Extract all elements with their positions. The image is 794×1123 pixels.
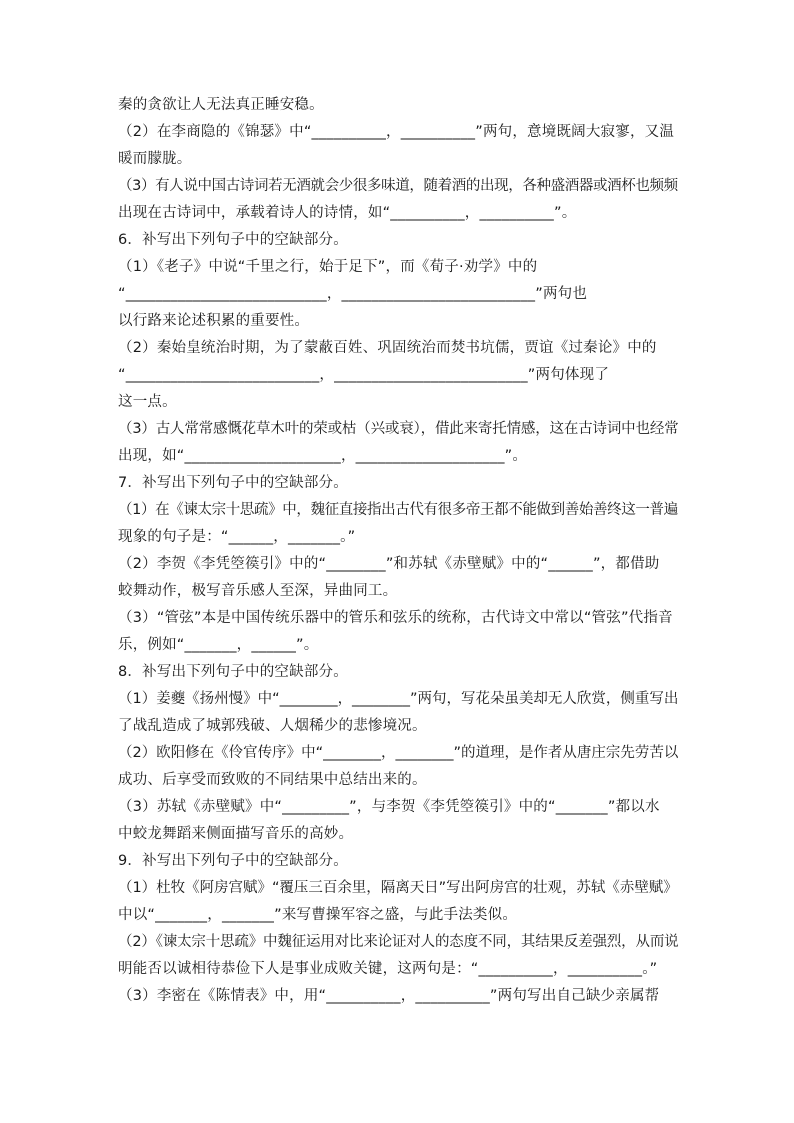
text-line: 中蛟龙舞蹈来侧面描写音乐的高妙。: [118, 826, 354, 842]
text-line: 出现在古诗词中，承载着诗人的诗情，如“__________，__________”。: [118, 205, 577, 221]
text-line: （2）秦始皇统治时期，为了蒙蔽百姓、巩固统治而焚书坑儒，贾谊《过秦论》中的: [118, 340, 657, 356]
text-line: 了战乱造成了城郭残破、人烟稀少的悲惨境况。: [118, 718, 427, 734]
text-line: （2）在李商隐的《锦瑟》中“__________，__________”两句，意境既阔大寂寥，又温: [118, 124, 675, 140]
text-line: 暖而朦胧。: [118, 151, 192, 167]
question-heading: 7．补写出下列句子中的空缺部分。: [118, 475, 348, 491]
text-line: （2）《谏太宗十思疏》中魏征运用对比来论证对人的态度不同，其结果反差强烈，从而说: [118, 934, 679, 950]
text-line: （1）姜夔《扬州慢》中“________，________”两句，写花朵虽美却无人欣赏，侧重写出: [118, 691, 679, 707]
text-line: 中以“_______，_______”来写曹操军容之盛，与此手法类似。: [118, 907, 518, 923]
text-line: 秦的贪欲让人无法真正睡安稳。: [118, 97, 324, 113]
text-line: 以行路来论述积累的重要性。: [118, 313, 310, 329]
text-line: （1）杜牧《阿房宫赋》“覆压三百余里，隔离天日”写出阿房宫的壮观，苏轼《赤壁赋》: [118, 880, 678, 896]
text-line: （1）在《谏太宗十思疏》中，魏征直接指出古代有很多帝王都不能做到善始善终这一普遍: [118, 502, 678, 518]
question-heading: 9．补写出下列句子中的空缺部分。: [118, 853, 348, 869]
text-line: 乐，例如“_______，______”。: [118, 637, 319, 653]
text-line: “___________________________，__________________________”两句也: [118, 286, 588, 302]
text-line: 明能否以诚相待恭俭下人是事业成败关键，这两句是：“__________，__________。”: [118, 961, 658, 977]
text-line: “__________________________，__________________________”两句体现了: [118, 367, 610, 383]
question-heading: 8．补写出下列句子中的空缺部分。: [118, 664, 348, 680]
text-line: 成功、后享受而致败的不同结果中总结出来的。: [118, 772, 427, 788]
text-line: （3）李密在《陈情表》中，用“__________，__________”两句写出自己缺少亲属帮: [118, 988, 660, 1004]
text-line: （2）欧阳修在《伶官传序》中“________，________”的道理，是作者从唐庄宗先劳苦以: [118, 745, 679, 761]
text-line: （1）《老子》中说“千里之行，始于足下”，而《荀子·劝学》中的: [118, 259, 538, 275]
text-line: 出现，如“_____________________，____________________”。: [118, 448, 528, 464]
text-line: （3）古人常常感慨花草木叶的荣或枯（兴或衰），借此来寄托情感，这在古诗词中也经常: [118, 421, 679, 437]
text-line: （2）李贺《李凭箜篌引》中的“________”和苏轼《赤壁赋》中的“______”，都借助: [118, 556, 660, 572]
text-line: 这一点。: [118, 394, 177, 410]
text-line: （3）有人说中国古诗词若无酒就会少很多味道，随着酒的出现，各种盛酒器或酒杯也频频: [118, 178, 678, 194]
text-line: （3）苏轼《赤壁赋》中“_________”，与李贺《李凭箜篌引》中的“_______”都以水: [118, 799, 660, 815]
text-line: （3）“管弦”本是中国传统乐器中的管乐和弦乐的统称，古代诗文中常以“管弦”代指音: [118, 610, 673, 626]
text-line: 蛟舞动作，极写音乐感人至深，异曲同工。: [118, 583, 398, 599]
question-heading: 6．补写出下列句子中的空缺部分。: [118, 232, 348, 248]
text-line: 现象的句子是：“______，_______。”: [118, 529, 356, 545]
